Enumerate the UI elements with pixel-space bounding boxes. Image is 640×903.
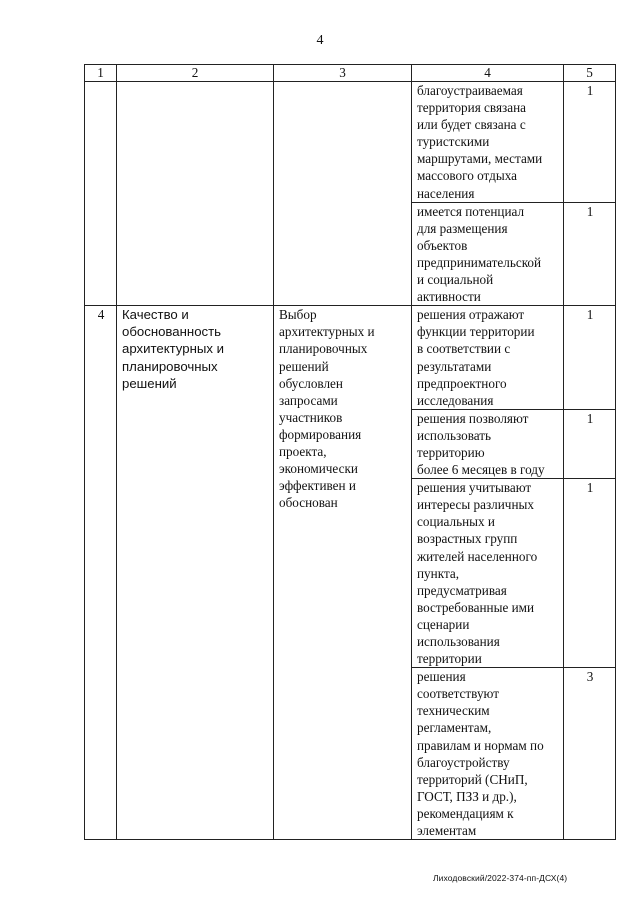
points-cell: 1 [564, 306, 616, 410]
points-cell: 1 [564, 409, 616, 478]
condition-cell: решения отражают функции территории в соответствии с результатами предпроектного исследования [412, 306, 564, 410]
condition-cell: благоустраиваемая территория связана или будет связана с туристскими маршрутами, местами массового отдыха населения [412, 82, 564, 203]
empty-cell-description [274, 82, 412, 306]
empty-cell-criterion [117, 82, 274, 306]
criteria-table [84, 64, 616, 840]
points-cell: 1 [564, 82, 616, 203]
header-col-2: 2 [117, 65, 274, 82]
header-col-3: 3 [274, 65, 412, 82]
header-col-4: 4 [412, 65, 564, 82]
header-row [85, 65, 616, 82]
empty-cell-num [85, 82, 117, 306]
header-col-5: 5 [564, 65, 616, 82]
header-col-1: 1 [85, 65, 117, 82]
page-number: 4 [316, 33, 324, 48]
points-cell: 1 [564, 202, 616, 306]
description-cell: Выбор архитектурных и планировочных решений обусловлен запросами участников формирования проекта, экономически эффективен и обоснован [274, 306, 412, 840]
condition-cell: решения позволяют использовать территорию более 6 месяцев в году [412, 409, 564, 478]
table-row [85, 306, 616, 410]
document-footer-ref: Лиходовский/2022-374-пп-ДСХ(4) [433, 873, 568, 883]
points-cell: 1 [564, 479, 616, 668]
points-cell: 3 [564, 668, 616, 840]
row-number: 4 [85, 306, 117, 840]
condition-cell: имеется потенциал для размещения объектов предпринимательской и социальной активности [412, 202, 564, 306]
condition-cell: решения соответствуют техническим регламентам, правилам и нормам по благоустройству территорий (СНиП, ГОСТ, ПЗЗ и др.), рекомендациям к элементам [412, 668, 564, 840]
criterion-cell: Качество и обоснованность архитектурных и планировочных решений [117, 306, 274, 840]
condition-cell: решения учитывают интересы различных социальных и возрастных групп жителей населенного пункта, предусматривая востребованные ими сценарии использования территории [412, 479, 564, 668]
table-row [85, 82, 616, 203]
